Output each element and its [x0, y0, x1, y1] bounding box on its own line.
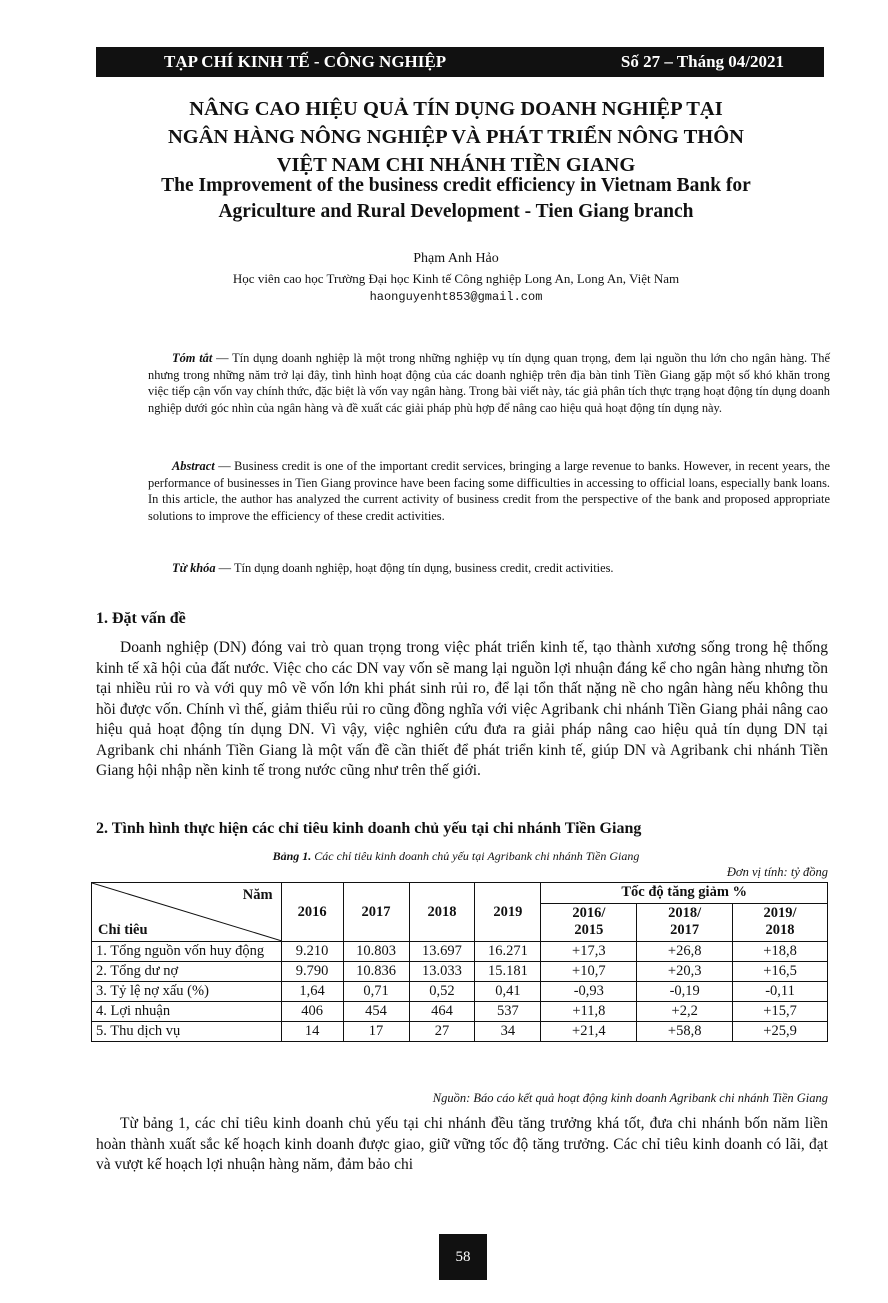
cell: 464 [409, 1002, 475, 1022]
table-corner-header [92, 883, 282, 942]
cell: +2,2 [637, 1002, 733, 1022]
abstract-vi-label: Tóm tắt [172, 351, 213, 365]
title-vi-line: NGÂN HÀNG NÔNG NGHIỆP VÀ PHÁT TRIỂN NÔNG THÔN [168, 126, 744, 148]
cell: 14 [281, 1022, 343, 1042]
year-header: 2016 [281, 883, 343, 942]
cell: 15.181 [475, 962, 541, 982]
year-header: 2019 [475, 883, 541, 942]
section-2-paragraph: Từ bảng 1, các chỉ tiêu kinh doanh chủ yếu tại chi nhánh đều tăng trưởng khá tốt, đưa chi nhánh bốn năm liền hoàn thành xuất sắc kế hoạch kinh doanh được giao, giữ vững tốc độ tăng trưởng. Các chỉ tiêu kinh doanh có lãi, đạt và vượt kế hoạch lợi nhuận hàng năm, đảm bảo chi [96, 1115, 828, 1173]
title-vi-line: VIỆT NAM CHI NHÁNH TIỀN GIANG [276, 154, 636, 176]
cell: 27 [409, 1022, 475, 1042]
abstract-vietnamese [148, 350, 830, 416]
table-caption-text: Các chỉ tiêu kinh doanh chủ yếu tại Agribank chi nhánh Tiền Giang [311, 849, 640, 863]
cell: 17 [343, 1022, 409, 1042]
growth-rate-header: Tốc độ tăng giảm % [541, 883, 828, 904]
table-caption [96, 849, 816, 864]
author-email: haonguyenht853@gmail.com [369, 290, 543, 304]
growth-col-header [541, 903, 637, 941]
abstract-en-label: Abstract [172, 459, 215, 473]
row-label: 2. Tổng dư nợ [92, 962, 282, 982]
journal-header-bar [96, 47, 824, 77]
cell: 10.803 [343, 942, 409, 962]
cell: 9.210 [281, 942, 343, 962]
title-english [96, 173, 816, 225]
cell: 13.697 [409, 942, 475, 962]
author-affiliation: Học viên cao học Trường Đại học Kinh tế Công nghiệp Long An, Long An, Việt Nam [232, 271, 680, 286]
table-unit: Đơn vị tính: tỷ đồng [726, 865, 828, 879]
abstract-vi-text: — Tín dụng doanh nghiệp là một trong những nghiệp vụ tín dụng quan trọng, đem lại nguồn thu lớn cho ngân hàng. Thế nhưng trong những năm trở lại đây, tình hình hoạt động của các doanh nghiệp trên địa bàn tỉnh Tiền Giang gặp một số khó khăn trong việc tiếp cận vốn vay chính thức, đặc biệt là vốn vay ngân hàng. Trong bài viết này, tác giả phân tích thực trạng hoạt động tín dụng doanh nghiệp dưới góc nhìn của ngân hàng và đề xuất các giải pháp phù hợp để nâng cao hiệu quả hoạt động tín dụng này. [148, 351, 830, 415]
cell: 454 [343, 1002, 409, 1022]
corner-year-label: Năm [242, 887, 273, 903]
section-1-paragraph: Doanh nghiệp (DN) đóng vai trò quan trọng trong việc phát triển kinh tế, tạo thành xương sống trong hệ thống kinh tế xã hội của đất nước. Việc cho các DN vay vốn sẽ mang lại nguồn lợi nhuận đáng kể cho ngân hàng nhưng tồn tại nhiều rủi ro và với quy mô về vốn lớn khi phát sinh rủi ro, để lại tổn thất nặng nề cho ngân hàng nếu không thu hồi được vốn. Chính vì thế, giảm thiểu rủi ro cũng đồng nghĩa với việc Agribank chi nhánh Tiền Giang phải nâng cao hiệu quả hoạt động tín dụng DN. Vì vậy, việc nghiên cứu đưa ra giải pháp nâng cao hiệu quả tín dụng DN tại Agribank chi nhánh Tiền Giang là một vấn đề cần thiết để phát triển kinh tế, giúp DN và Agribank chi nhánh Tiền Giang hội nhập nền kinh tế trong nước cũng như trên thế giới. [96, 639, 828, 779]
cell: +10,7 [541, 962, 637, 982]
issue-info: Số 27 – Tháng 04/2021 [620, 52, 784, 71]
row-label: 5. Thu dịch vụ [92, 1022, 282, 1042]
growth-col-bottom: 2017 [670, 922, 700, 939]
growth-col-top: 2019/ [763, 905, 797, 922]
growth-col-header [637, 903, 733, 941]
cell: 0,41 [475, 982, 541, 1002]
table-source: Nguồn: Báo cáo kết quả hoạt động kinh doanh Agribank chi nhánh Tiền Giang [432, 1091, 828, 1105]
cell: +21,4 [541, 1022, 637, 1042]
cell: 9.790 [281, 962, 343, 982]
year-header: 2018 [409, 883, 475, 942]
corner-indicator-label: Chỉ tiêu [98, 922, 148, 938]
cell: 1,64 [281, 982, 343, 1002]
cell: +18,8 [733, 942, 828, 962]
keywords-text: — Tín dụng doanh nghiệp, hoạt động tín dụng, business credit, credit activities. [215, 561, 614, 575]
page-number: 58 [439, 1234, 487, 1280]
keywords [148, 560, 830, 577]
keywords-label: Từ khóa [172, 561, 216, 575]
cell: +11,8 [541, 1002, 637, 1022]
cell: +17,3 [541, 942, 637, 962]
author-name: Phạm Anh Hảo [413, 251, 499, 266]
growth-col-header [733, 903, 828, 941]
cell: +25,9 [733, 1022, 828, 1042]
year-header: 2017 [343, 883, 409, 942]
cell: 10.836 [343, 962, 409, 982]
cell: 0,71 [343, 982, 409, 1002]
abstract-english [148, 458, 830, 524]
cell: 406 [281, 1002, 343, 1022]
growth-col-top: 2016/ [572, 905, 606, 922]
row-label: 4. Lợi nhuận [92, 1002, 282, 1022]
journal-name: TẠP CHÍ KINH TẾ - CÔNG NGHIỆP [164, 52, 447, 71]
section-1-heading: 1. Đặt vấn đề [96, 610, 186, 627]
business-indicators-table [91, 882, 828, 1042]
growth-col-bottom: 2018 [765, 922, 795, 939]
title-en-line: Agriculture and Rural Development - Tien Giang branch [218, 201, 694, 222]
growth-col-top: 2018/ [668, 905, 702, 922]
title-vi-line: NÂNG CAO HIỆU QUẢ TÍN DỤNG DOANH NGHIỆP TẠI [189, 98, 723, 120]
table-row [92, 1002, 828, 1022]
table-row [92, 982, 828, 1002]
cell: 34 [475, 1022, 541, 1042]
row-label: 1. Tổng nguồn vốn huy động [92, 942, 282, 962]
growth-col-bottom: 2015 [574, 922, 604, 939]
cell: 13.033 [409, 962, 475, 982]
cell: 0,52 [409, 982, 475, 1002]
table-row [92, 1022, 828, 1042]
title-en-line: The Improvement of the business credit efficiency in Vietnam Bank for [161, 175, 751, 196]
cell: -0,93 [541, 982, 637, 1002]
table-caption-label: Bảng 1. [272, 849, 312, 863]
cell: +20,3 [637, 962, 733, 982]
cell: -0,11 [733, 982, 828, 1002]
cell: -0,19 [637, 982, 733, 1002]
cell: 537 [475, 1002, 541, 1022]
row-label: 3. Tỷ lệ nợ xấu (%) [92, 982, 282, 1002]
cell: 16.271 [475, 942, 541, 962]
cell: +16,5 [733, 962, 828, 982]
cell: +26,8 [637, 942, 733, 962]
title-vietnamese [96, 95, 816, 179]
cell: +58,8 [637, 1022, 733, 1042]
table-row [92, 962, 828, 982]
table-row [92, 942, 828, 962]
section-2-heading: 2. Tình hình thực hiện các chỉ tiêu kinh doanh chủ yếu tại chi nhánh Tiền Giang [96, 820, 642, 837]
abstract-en-text: — Business credit is one of the important credit services, bringing a large revenue to banks. However, in recent years, the performance of businesses in Tien Giang province have been facing some difficulties in accessing to official loans, especially bank loans. In this article, the author has analyzed the current activity of business credit from the perspective of the bank and proposed appropriate solutions to improve the efficiency of these credit activities. [148, 459, 830, 523]
cell: +15,7 [733, 1002, 828, 1022]
